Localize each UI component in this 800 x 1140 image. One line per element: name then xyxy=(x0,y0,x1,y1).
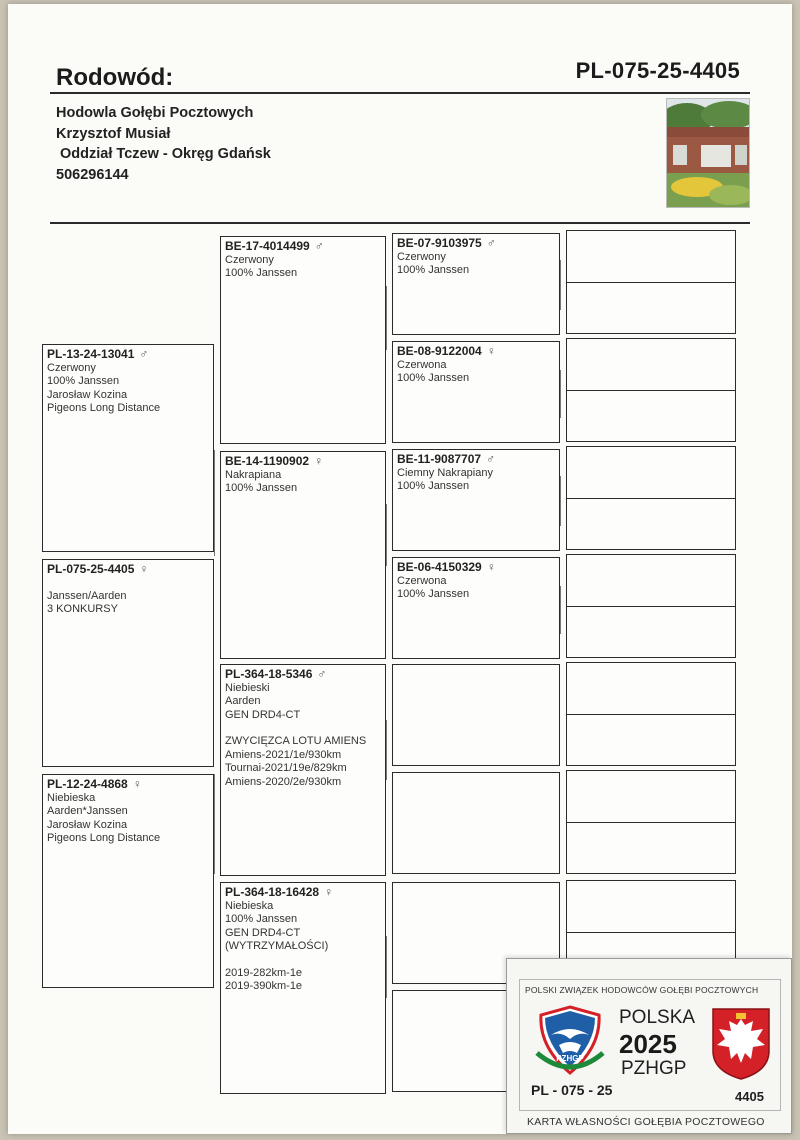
gen4-box xyxy=(566,554,736,658)
dam-dam-gene: GEN DRD4-CT xyxy=(225,926,301,939)
dam-box xyxy=(42,774,214,988)
subject-strain: Janssen/Aarden xyxy=(47,589,127,602)
pedigree-divider xyxy=(50,222,750,224)
ssd-color: Czerwona xyxy=(397,358,447,371)
male-icon: ♂ xyxy=(486,236,496,250)
card-country: POLSKA xyxy=(619,1007,696,1028)
dam-sire-result-1: Amiens-2021/1e/930km xyxy=(225,748,342,761)
sdd-ring: BE-06-4150329 xyxy=(397,560,482,574)
subject-ring: PL-075-25-4405 xyxy=(47,562,135,576)
sss-strain: 100% Janssen xyxy=(397,264,470,276)
dam-sire-result-2: Tournai-2021/19e/829km xyxy=(225,762,347,774)
sds-box xyxy=(392,449,560,551)
dam-sire-ring: PL-364-18-5346 xyxy=(225,667,313,681)
sss-ring: BE-07-9103975 xyxy=(397,236,482,250)
connector-line xyxy=(386,720,387,780)
dam-dam-result-2: 2019-390km-1e xyxy=(225,980,303,992)
sss-color: Czerwony xyxy=(397,250,446,263)
gen4-box xyxy=(566,662,736,766)
dam-breeder: Jarosław Kozina xyxy=(47,818,128,831)
sire-sire-color: Czerwony xyxy=(225,253,274,266)
ownership-card xyxy=(506,958,792,1134)
connector-line xyxy=(560,586,561,634)
gen4-box xyxy=(566,446,736,550)
female-icon: ♀ xyxy=(314,454,324,468)
dam-sire-box xyxy=(220,664,386,876)
gen4-box xyxy=(566,338,736,442)
dam-sire-result-3: Amiens-2020/2e/930km xyxy=(225,775,342,788)
ssd-box xyxy=(392,341,560,443)
page-title: Rodowód: xyxy=(56,64,174,91)
gen4-box xyxy=(566,230,736,334)
female-icon: ♀ xyxy=(139,562,149,576)
dam-dam-gene-note: (WYTRZYMAŁOŚCI) xyxy=(225,940,329,952)
sire-ring: PL-13-24-13041 xyxy=(47,347,135,361)
male-icon: ♂ xyxy=(486,452,496,466)
sire-dam-box xyxy=(220,451,386,659)
sire-loft: Pigeons Long Distance xyxy=(47,402,161,414)
card-year: 2025 xyxy=(619,1029,677,1059)
sire-color: Czerwony xyxy=(47,361,96,374)
dam-dam-strain: 100% Janssen xyxy=(225,913,298,925)
card-union: PZHGP xyxy=(621,1058,687,1079)
male-icon: ♂ xyxy=(314,239,324,253)
sire-box xyxy=(42,344,214,552)
sss-box xyxy=(392,233,560,335)
main-ring-number: PL-075-25-4405 xyxy=(575,58,740,83)
sds-strain: 100% Janssen xyxy=(397,480,470,492)
gen4-divider xyxy=(567,606,735,607)
dam-sire-blank-line xyxy=(225,722,381,735)
dam-sire-strain: Aarden xyxy=(225,695,261,707)
sire-dam-color: Nakrapiana xyxy=(225,468,282,481)
breeder-name: Krzysztof Musiał xyxy=(56,125,171,142)
ssd-strain: 100% Janssen xyxy=(397,372,470,384)
subject-blank-line xyxy=(47,577,209,590)
dam-dam-box xyxy=(220,882,386,1094)
female-icon: ♀ xyxy=(486,560,496,574)
polish-eagle-emblem-icon xyxy=(709,1005,773,1081)
connector-line xyxy=(214,774,215,874)
female-icon: ♀ xyxy=(132,777,142,791)
dam-sire-title: ZWYCIĘZCA LOTU AMIENS xyxy=(225,735,367,747)
dam-color: Niebieska xyxy=(47,791,96,804)
breeder-branch: Oddział Tczew - Okręg Gdańsk xyxy=(56,146,271,162)
sire-sire-ring: BE-17-4014499 xyxy=(225,239,310,253)
gen4-divider xyxy=(567,714,735,715)
header-divider xyxy=(50,92,750,94)
breeder-info xyxy=(56,103,271,185)
dam-sire-gene: GEN DRD4-CT xyxy=(225,708,301,721)
connector-line xyxy=(386,286,387,350)
card-ring-number: 4405 xyxy=(735,1089,764,1104)
sire-dam-strain: 100% Janssen xyxy=(225,482,298,494)
connector-line xyxy=(560,370,561,418)
loft-photo xyxy=(666,98,750,208)
dam-sire-color: Niebieski xyxy=(225,681,270,694)
dsd-box xyxy=(392,772,560,874)
pzhgp-logo-text: PZHGP xyxy=(556,1054,584,1063)
card-footer: KARTA WŁASNOŚCI GOŁĘBIA POCZTOWEGO xyxy=(527,1116,765,1128)
connector-line xyxy=(386,936,387,998)
sire-breeder: Jarosław Kozina xyxy=(47,388,128,401)
connector-line xyxy=(560,260,561,310)
sire-sire-strain: 100% Janssen xyxy=(225,267,298,279)
dam-dam-result-1: 2019-282km-1e xyxy=(225,966,303,979)
card-ring-prefix: PL - 075 - 25 xyxy=(531,1082,613,1098)
dam-dam-blank-line xyxy=(225,954,381,967)
breeder-loft-name: Hodowla Gołębi Pocztowych xyxy=(56,105,254,121)
sdd-box xyxy=(392,557,560,659)
male-icon: ♂ xyxy=(139,347,149,361)
female-icon: ♀ xyxy=(324,885,334,899)
gen4-divider xyxy=(567,282,735,283)
sire-dam-ring: BE-14-1190902 xyxy=(225,454,310,468)
gen4-divider xyxy=(567,932,735,933)
dam-dam-ring: PL-364-18-16428 xyxy=(225,885,320,899)
connector-line xyxy=(386,504,387,566)
gen4-box xyxy=(566,770,736,874)
male-icon: ♂ xyxy=(317,667,327,681)
subject-note: 3 KONKURSY xyxy=(47,603,118,615)
loft-photo-image xyxy=(667,99,750,208)
sire-sire-box xyxy=(220,236,386,444)
dss-box xyxy=(392,664,560,766)
gen4-divider xyxy=(567,498,735,499)
ssd-ring: BE-08-9122004 xyxy=(397,344,482,358)
sds-color: Ciemny Nakrapiany xyxy=(397,466,493,479)
dam-loft: Pigeons Long Distance xyxy=(47,832,161,844)
breeder-phone: 506296144 xyxy=(56,166,129,183)
dam-strain: Aarden*Janssen xyxy=(47,805,128,817)
gen4-divider xyxy=(567,390,735,391)
sdd-strain: 100% Janssen xyxy=(397,588,470,600)
connector-line xyxy=(214,450,215,556)
dam-ring: PL-12-24-4868 xyxy=(47,777,128,791)
subject-box xyxy=(42,559,214,767)
pzhgp-logo-icon xyxy=(529,1001,611,1079)
sire-strain: 100% Janssen xyxy=(47,375,120,387)
gen4-divider xyxy=(567,822,735,823)
card-organization: POLSKI ZWIĄZEK HODOWCÓW GOŁĘBI POCZTOWYCH xyxy=(525,985,759,995)
sdd-color: Czerwona xyxy=(397,574,447,587)
female-icon: ♀ xyxy=(486,344,496,358)
connector-line xyxy=(560,476,561,526)
sds-ring: BE-11-9087707 xyxy=(397,452,482,466)
dam-dam-color: Niebieska xyxy=(225,899,274,912)
